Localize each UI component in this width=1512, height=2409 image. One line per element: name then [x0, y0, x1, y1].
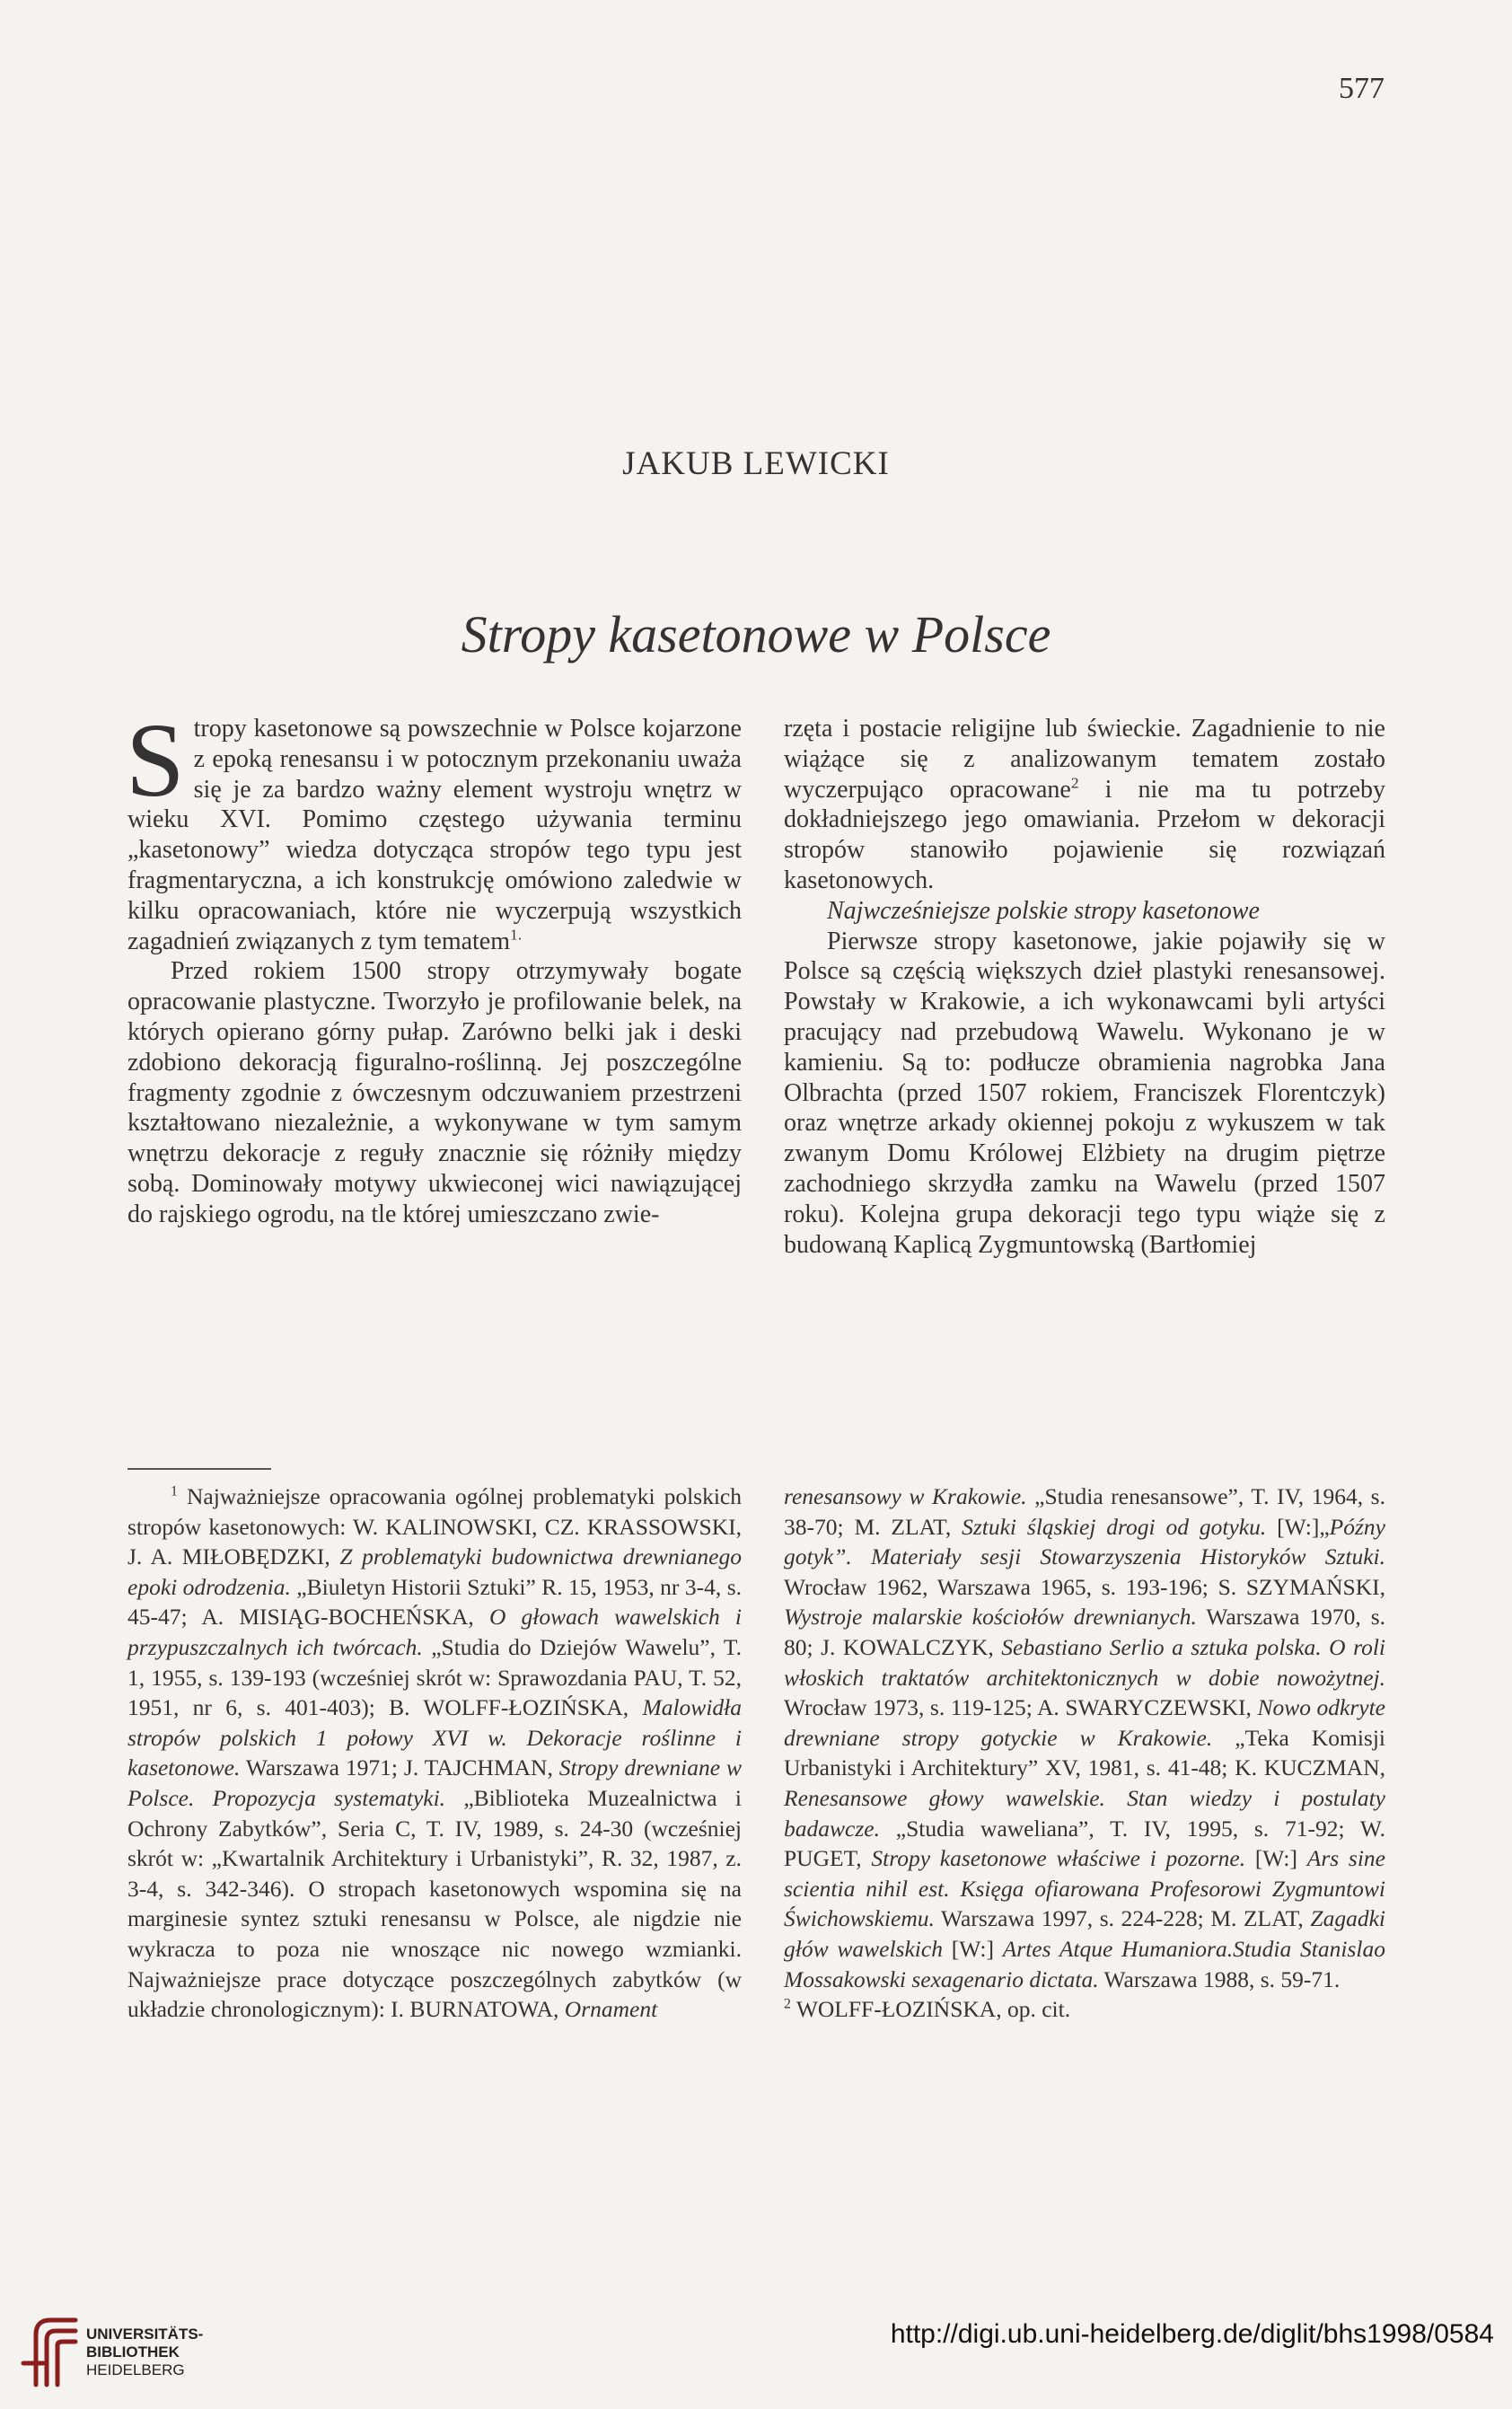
drop-cap: S — [126, 701, 185, 819]
footnote-title: Stropy kasetonowe właściwe i pozorne. — [871, 1845, 1246, 1872]
footnote-text: WOLFF-ŁOZIŃSKA, op. cit. — [790, 1996, 1071, 2023]
footnote-title: Ornament — [564, 1996, 658, 2023]
footnote-text: „Studia waweliana”, T. IV, 1995, s. 71-92; W. PUGET, — [784, 1815, 1385, 1872]
footnote-title: Renesansowe głowy wawelskie. Stan wiedzy i postulaty badawcze. — [784, 1784, 1385, 1842]
footnote — [784, 1481, 1385, 1994]
page-number: 577 — [1339, 72, 1385, 105]
paragraph — [126, 701, 742, 956]
footnote — [784, 1994, 1385, 2025]
footnote-title: Ars sine scientia nihil est. Księga ofiarowana Profesorowi Zygmuntowi Świchowskiemu. — [784, 1845, 1385, 1932]
paragraph — [784, 714, 1385, 896]
library-logo-icon — [16, 2308, 88, 2388]
footnote-title: Malowidła stropów polskich 1 połowy XVI w. Dekoracje roślinne i kasetonowe. — [127, 1694, 742, 1781]
footnote-text: „Biblioteka Muzealnictwa i Ochrony Zabytków”, Seria C, T. IV, 1989, s. 24-30 (wcześniej skrót w: „Kwartalnik Architektury i Urbanistyki”, R. 32, 1987, z. 3-4, s. 342-346). O stropach kasetonowych wspomina się na marginesie syntez sztuki renesansu w Polsce, ale nigdzie nie wykracza to poza nie wnoszące nic nowego wzmianki. Najważniejsze prace dotyczące poszczególnych zabytków (w układzie chronologicznym): I. BURNATOWA, — [127, 1784, 742, 2023]
footnote-text: Wrocław 1962, Warszawa 1965, s. 193-196; S. SZYMAŃSKI, — [784, 1573, 1385, 1600]
article-title: Stropy kasetonowe w Polsce — [461, 605, 1051, 664]
footnote-title: Wystroje malarskie kościołów drewnianych. — [784, 1604, 1197, 1631]
library-name-line: BIBLIOTHEK — [86, 2343, 180, 2361]
footnote-text: Warszawa 1971; J. TAJCHMAN, — [240, 1754, 559, 1781]
footnote-text: „Studia renesansowe”, T. IV, 1964, s. 38-70; M. ZLAT, — [784, 1483, 1385, 1540]
footnote-title: Sztuki śląskiej drogi od gotyku. — [962, 1513, 1267, 1540]
footnote-text: „Teka Komisji Urbanistyki i Architektury” XV, 1981, s. 41-48; K. KUCZMAN, — [784, 1724, 1386, 1781]
footnote-title: Artes Atque Humaniora.Studia Stanislao Mossakowski sexagenario dictata. — [784, 1935, 1385, 1992]
library-name — [86, 2325, 203, 2379]
footnote-text: Warszawa 1997, s. 224-228; M. ZLAT, — [934, 1905, 1311, 1932]
footnote-text: „Biuletyn Historii Sztuki” R. 15, 1953, nr 3-4, s. 45-47; A. MISIĄG-BOCHEŃSKA, — [127, 1573, 742, 1631]
paragraph: Pierwsze stropy kasetonowe, jakie pojawiły się w Polsce są częścią większych dzieł plastyki renesansowej. Powstały w Krakowie, a ich wykonawcami byli artyści pracujący nad przebudową Wawelu. Wykonano je w kamieniu. Są to: podłucze obramienia nagrobka Jana Olbrachta (przed 1507 rokiem, Franciszek Florentczyk) oraz wnętrze arkady okiennej pokoju z wykuszem w tak zwanym Domu Królowej Elżbiety na drugim piętrze zachodniego skrzydła zamku na Wawelu (przed 1507 roku). Kolejna grupa dekoracji tego typu wiąże się z budowaną Kaplicą Zygmuntowską (Bartłomiej — [784, 927, 1385, 1259]
footnote-title: Zagadki głów wawelskich — [784, 1905, 1385, 1962]
paragraph-text: rzęta i postacie religijne lub świeckie. Zagadnienie to nie wiążące się z analizowanym tematem zostało wyczerpująco opracowane — [784, 715, 1385, 804]
body-column-right — [784, 714, 1385, 1260]
author-name: JAKUB LEWICKI — [622, 445, 890, 482]
footnote-title: Stropy drewniane w Polsce. Propozycja systematyki. — [127, 1754, 742, 1811]
paragraph-text: i nie ma tu potrzeby dokładniejszego jego omawiania. Przełom w dekoracji stropów stanowiło pojawienie się rozwiązań kasetonowych. — [784, 775, 1385, 894]
footnote-text: „Studia do Dziejów Wawelu”, T. 1, 1955, s. 139-193 (wcześniej skrót w: Sprawozdania PAU, T. 52, 1951, nr 6, s. 401-403); B. WOLFF-ŁOZIŃSKA, — [127, 1633, 742, 1721]
footnote-number: 1 — [171, 1483, 178, 1499]
footnote-title: O głowach wawelskich i przypuszczalnych ich twórcach. — [127, 1604, 742, 1660]
library-name-line: UNIVERSITÄTS- — [86, 2325, 204, 2343]
footnote-text: Wrocław 1973, s. 119-125; A. SWARYCZEWSKI, — [784, 1694, 1258, 1721]
footnote-text: [W:]„ — [1266, 1513, 1330, 1540]
footnote-title: Późny gotyk”. Materiały sesji Stowarzyszenia Historyków Sztuki. — [784, 1513, 1385, 1570]
footnote-title: renesansowy w Krakowie. — [784, 1483, 1027, 1509]
footnotes-right — [784, 1481, 1385, 2025]
body-column-left — [126, 701, 742, 1230]
paragraph: Przed rokiem 1500 stropy otrzymywały bogate opracowanie plastyczne. Tworzyło je profilowanie belek, na których opierano górny pułap. Zarówno belki jak i deski zdobiono dekoracją figuralno-roślinną. Jej poszczególne fragmenty zgodnie z ówczesnym odczuwaniem przestrzeni kształtowano niezależnie, a wykonywane w tym samym wnętrzu dekoracje z reguły znacznie się różniły między sobą. Dominowały motywy ukwieconej wici nawiązującej do rajskiego ogrodu, na tle której umieszczano zwie- — [127, 957, 742, 1228]
source-url-link[interactable]: http://digi.ub.uni-heidelberg.de/diglit/bhs1998/0584 — [890, 2319, 1494, 2349]
footnote-number: 2 — [784, 1996, 791, 2012]
section-heading: Najwcześniejsze polskie stropy kasetonowe — [827, 896, 1260, 925]
footnote — [127, 1481, 742, 2025]
footnote-divider — [127, 1468, 271, 1470]
library-name-line: HEIDELBERG — [86, 2361, 185, 2378]
footnote-ref: 1. — [510, 926, 523, 944]
footnote-title: Nowo odkryte drewniane stropy gotyckie w Krakowie. — [784, 1694, 1385, 1751]
footnote-text: Warszawa 1970, s. 80; J. KOWALCZYK, — [784, 1604, 1385, 1660]
footnote-title: Z problematyki budownictwa drewnianego epoki odrodzenia. — [127, 1543, 743, 1600]
footnote-text: Warszawa 1988, s. 59-71. — [1098, 1965, 1341, 1992]
footnote-title: Sebastiano Serlio a sztuka polska. O roli włoskich traktatów architektonicznych w dobie nowożytnej. — [784, 1633, 1385, 1691]
footnote-text: Najważniejsze opracowania ogólnej problematyki polskich stropów kasetonowych: W. KALINOWSKI, CZ. KRASSOWSKI, J. A. MIŁOBĘDZKI, — [127, 1483, 742, 1570]
footnote-text: [W:] — [1245, 1845, 1307, 1872]
footnote-ref: 2 — [1070, 774, 1079, 792]
footnote-text: [W:] — [942, 1935, 1003, 1962]
footnotes-left — [127, 1481, 742, 2025]
paragraph-text: tropy kasetonowe są powszechnie w Polsce kojarzone z epoką renesansu i w potocznym przekonaniu uważa się je za bardzo ważny element wystroju wnętrz w wieku XVI. Pomimo częstego używania terminu „kasetonowy” wiedza dotycząca stropów tego typu jest fragmentaryczna, a ich konstrukcję omówiono zaledwie w kilku opracowaniach, które nie wyczerpują wszystkich zagadnień związanych z tym tematem — [127, 715, 742, 955]
